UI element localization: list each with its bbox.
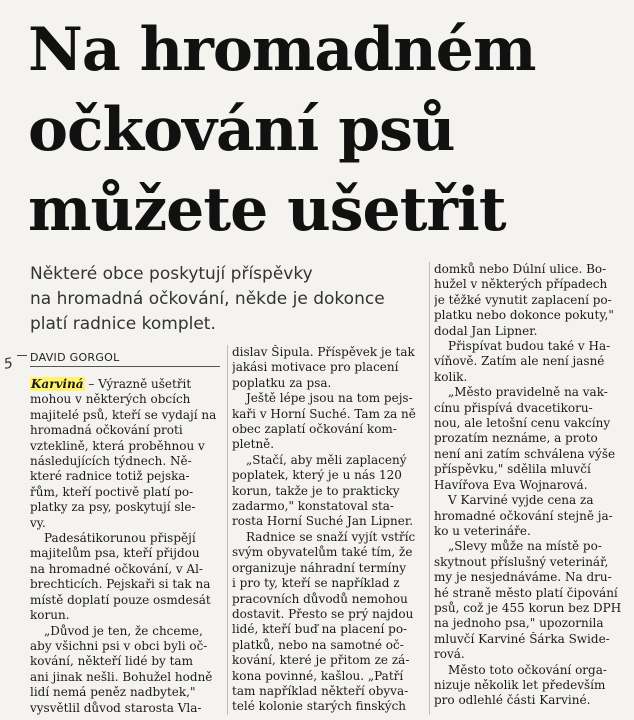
text-line: organizuje náhradní termíny xyxy=(232,560,406,575)
text-line: pro odlehlé části Karviné. xyxy=(434,693,591,708)
text-line: Město toto očkování orga- xyxy=(448,662,607,677)
text-line: psů, což je 455 korun bez DPH xyxy=(434,600,622,615)
text-line: poplatku za psa. xyxy=(232,375,332,390)
text-line: jakási motivace pro placení xyxy=(232,360,399,375)
text-line: korun, takže je to prakticky xyxy=(232,483,400,498)
text-line: pracovních důvodů nemohou xyxy=(232,591,408,606)
column-divider xyxy=(227,345,228,715)
text-line: dodal Jan Lipner. xyxy=(434,323,538,338)
text-line: rosta Horní Suché Jan Lipner. xyxy=(232,514,414,529)
text-line: „Slevy může na místě po- xyxy=(448,539,602,554)
text-line: „Důvod je ten, že chceme, xyxy=(44,623,203,638)
text-line: nizuje několik let především xyxy=(434,677,606,692)
text-line: místě doplatí pouze osmdesát xyxy=(30,592,211,607)
text-line: následujících týdnech. Ně- xyxy=(30,454,192,469)
text-line: ko u veterináře. xyxy=(434,523,531,538)
margin-rule xyxy=(17,355,27,356)
text-line: majitelé psů, kteří se vydají na xyxy=(30,407,217,422)
headline-line: můžete ušetřit xyxy=(28,175,506,245)
text-line: Ještě lépe jsou na tom pejs- xyxy=(246,391,413,406)
text-line: zadarmo," konstatoval sta- xyxy=(232,499,394,514)
text-line: mluvčí Karviné Šárka Swide- xyxy=(434,631,610,646)
headline-line: očkování psů xyxy=(28,95,455,165)
text-line: vy. xyxy=(30,515,46,530)
text-line: na hromadné očkování, v Al- xyxy=(30,561,203,576)
text-line: ani jinak nešli. Bohužel hodně xyxy=(30,669,213,684)
text-line: kolik. xyxy=(434,369,468,384)
text-line: dislav Šipula. Příspěvek je tak xyxy=(232,345,415,359)
text-line: které radnice totiž pejska- xyxy=(30,469,190,484)
handwritten-margin-mark: 5 xyxy=(2,355,15,373)
text-line: platku nebo dokonce pokuty," xyxy=(434,308,614,323)
headline xyxy=(28,10,628,250)
text-line: i pro ty, kteří se například z xyxy=(232,576,400,591)
text-line: korun. xyxy=(30,608,70,623)
text-line: dostavit. Přesto se prý najdou xyxy=(232,606,414,621)
text-line: Přispívat budou také v Ha- xyxy=(448,339,611,354)
text-line: platky za psy, poskytují sle- xyxy=(30,500,196,515)
text-line: svým obyvatelům také tím, že xyxy=(232,545,413,560)
text-line: není ani zatím schválena výše xyxy=(434,446,616,461)
text-line: kona povinné, kašlou. „Patří xyxy=(232,668,404,683)
text-line: lidé, kteří buď na placení po- xyxy=(232,622,408,637)
deck-line: na hromadná očkování, někde je dokonce xyxy=(30,289,385,309)
text-line: vysvětlil důvod starosta Vla- xyxy=(30,700,202,715)
article-column-2 xyxy=(232,345,426,717)
text-line: na jednoho psa," upozornila xyxy=(434,616,604,631)
deck-subtitle xyxy=(30,262,430,337)
text-line: tam například někteří obyva- xyxy=(232,683,409,698)
deck-line: Některé obce poskytují příspěvky xyxy=(30,264,313,284)
text-line: Havířova Eva Wojnarová. xyxy=(434,477,588,492)
text-line: kaři v Horní Suché. Tam za ně xyxy=(232,406,416,421)
text-line: kování, které je přitom ze zá- xyxy=(232,653,410,668)
text-line: „Stačí, aby měli zaplacený xyxy=(246,452,407,467)
text-line: lidí nemá peněz nadbytek," xyxy=(30,685,196,700)
text-line: „Město pravidelně na vak- xyxy=(448,385,608,400)
text-line: Padesátikorunou přispějí xyxy=(44,531,196,546)
text-line: vzteklině, která proběhnou v xyxy=(30,438,205,453)
text-line: řům, kteří poctivě platí po- xyxy=(30,484,194,499)
text-line: pletně. xyxy=(232,437,275,452)
text-line: hromadná očkování proti xyxy=(30,423,183,438)
article-column-3 xyxy=(434,262,628,717)
text-line: víňově. Zatím ale není jasné xyxy=(434,354,605,369)
text-line: aby všichni psi v obci byli oč- xyxy=(30,638,208,653)
text-line: prozatím neznáme, a proto xyxy=(434,431,598,446)
text-line: brechticích. Pejskaři si tak na xyxy=(30,577,211,592)
text-line: mohou v některých obcích xyxy=(30,392,191,407)
text-line: domků nebo Dúlní ulice. Bo- xyxy=(434,262,607,276)
text-line: kování, někteří lidé by tam xyxy=(30,654,193,669)
text-line: příspěvku," sdělila mluvčí xyxy=(434,462,591,477)
text-line: cínu přispívá dvacetikoru- xyxy=(434,400,593,415)
text-line: obec zaplatí očkování kom- xyxy=(232,422,397,437)
text-line: hé straně město platí čipování xyxy=(434,585,618,600)
text-line: majitelům psa, kteří přijdou xyxy=(30,546,200,561)
headline-line: Na hromadném xyxy=(28,15,536,85)
place-name: Karviná xyxy=(31,377,84,391)
text-line: skytnout příslušný veterinář, xyxy=(434,554,609,569)
text-line: hromadné očkování stejně ja- xyxy=(434,508,613,523)
text-line: my je nesjednáváme. Na dru- xyxy=(434,570,612,585)
text-line: platků, nebo na samotné oč- xyxy=(232,637,404,652)
text-line: rová. xyxy=(434,647,465,662)
column-divider xyxy=(429,262,430,715)
text-line: Radnice se snaží vyjít vstříc xyxy=(246,529,416,544)
text-line: hužel v některých případech xyxy=(434,277,608,292)
text-line: telé kolonie starých finských xyxy=(232,699,407,714)
text-line: nou, ale letošní cenu vakcíny xyxy=(434,416,611,431)
text-line: poplatek, který je u nás 120 xyxy=(232,468,402,483)
deck-line: platí radnice komplet. xyxy=(30,314,216,334)
byline: DAVID GORGOL xyxy=(30,351,220,367)
article-column-1 xyxy=(30,377,222,717)
text-line: V Karviné vyjde cena za xyxy=(448,493,594,508)
text-line: Karviná – Výrazně ušetřit xyxy=(31,377,192,391)
text-line: je těžké vynutit zaplacení po- xyxy=(434,292,612,307)
